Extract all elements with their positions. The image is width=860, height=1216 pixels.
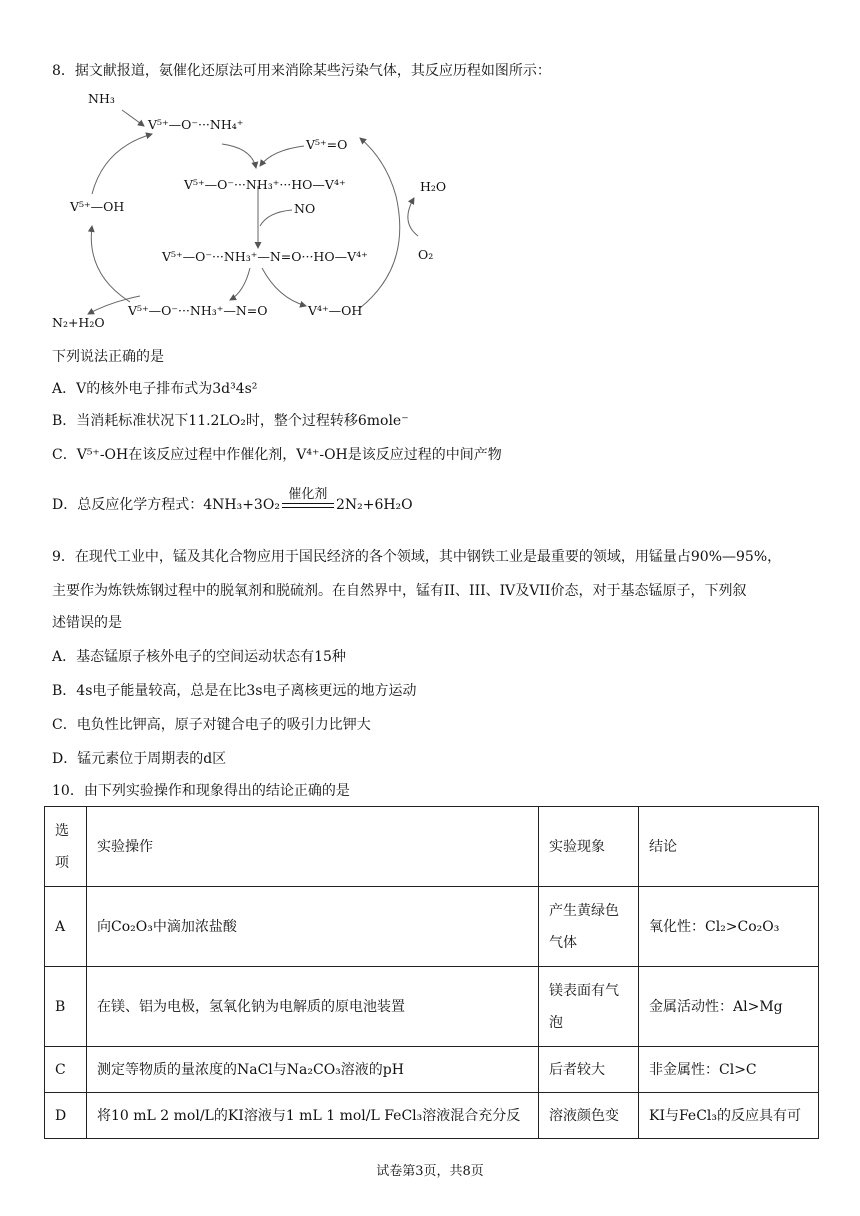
row-conclusion: 氧化性：Cl₂>Co₂O₃ — [639, 887, 819, 967]
header-phenomenon: 实验现象 — [539, 807, 639, 887]
table-row — [45, 1047, 819, 1093]
species-v5-oxo: V⁵⁺=O — [306, 137, 348, 152]
row-conclusion: KI与FeCl₃的反应具有可 — [639, 1093, 819, 1139]
species-v4-oh: V⁴⁺—OH — [308, 303, 363, 318]
q9-option-d: D．锰元素位于周期表的d区 — [52, 751, 227, 767]
catalyst-arrow — [282, 487, 334, 508]
q8-option-a: A．V的核外电子排布式为3d³4s² — [52, 381, 258, 397]
h2o-out-arrow — [408, 198, 418, 236]
row-option: C — [45, 1047, 87, 1093]
page-footer: 试卷第3页，共8页 — [376, 1164, 484, 1179]
n2-h2o-product-label: N₂+H₂O — [52, 315, 105, 330]
table-row — [45, 1093, 819, 1139]
reaction-mechanism-diagram — [40, 86, 460, 334]
q9-line-1: 9．在现代工业中，锰及其化合物应用于国民经济的各个领域，其中钢铁工业是最重要的领域，用锰量占90%—95%， — [52, 549, 782, 565]
species-v5-nh3-no: V⁵⁺—O⁻···NH₃⁺—N=O — [128, 303, 268, 318]
o2-reactant-label: O₂ — [418, 247, 434, 262]
row-phenomenon: 镁表面有气 泡 — [539, 967, 639, 1047]
v4oh-to-v5o-arrow — [360, 138, 400, 308]
sp4-to-v4oh-arrow — [262, 268, 306, 306]
q10-stem: 10．由下列实验操作和现象得出的结论正确的是 — [52, 783, 350, 799]
header-option: 选 项 — [45, 807, 87, 887]
q9-line-2: 主要作为炼铁炼钢过程中的脱氧剂和脱硫剂。在自然界中，锰有II、III、IV及VII价态，对于基态锰原子，下列叙 — [52, 583, 747, 599]
table-row — [45, 887, 819, 967]
nh3-in-arrow — [122, 110, 144, 126]
no-in-arrow — [260, 210, 292, 226]
species-v5-nh3-ho-v4: V⁵⁺—O⁻···NH₃⁺···HO—V⁴⁺ — [184, 177, 346, 192]
q9-line-3: 述错误的是 — [52, 615, 122, 631]
v5oh-to-sp1-arrow — [92, 134, 152, 194]
row-option: D — [45, 1093, 87, 1139]
species-v5-nh3-no-ho-v4: V⁵⁺—O⁻···NH₃⁺—N=O···HO—V⁴⁺ — [162, 249, 368, 264]
row-operation: 向Co₂O₃中滴加浓盐酸 — [87, 887, 539, 967]
q9-option-a: A．基态锰原子核外电子的空间运动状态有15种 — [52, 649, 346, 665]
h2o-product-label: H₂O — [420, 179, 447, 194]
row-phenomenon: 后者较大 — [539, 1047, 639, 1093]
v5o-to-sp3-arrow — [260, 146, 304, 166]
row-operation: 在镁、铝为电极，氢氧化钠为电解质的原电池装置 — [87, 967, 539, 1047]
equation-products: 2N₂+6H₂O — [335, 497, 413, 513]
row-conclusion: 金属活动性：Al>Mg — [639, 967, 819, 1047]
nh3-label: NH₃ — [88, 91, 115, 106]
header-conclusion: 结论 — [639, 807, 819, 887]
experiment-table — [44, 806, 819, 1139]
no-reactant-label: NO — [294, 201, 316, 216]
header-operation: 实验操作 — [87, 807, 539, 887]
sp4-to-sp5-arrow — [230, 268, 250, 300]
row-operation: 测定等物质的量浓度的NaCl与Na₂CO₃溶液的pH — [87, 1047, 539, 1093]
q8-prompt: 下列说法正确的是 — [52, 349, 164, 365]
q9-option-b: B．4s电子能量较高，总是在比3s电子离核更远的地方运动 — [52, 683, 417, 699]
table-header-row — [45, 807, 819, 887]
equation-reactants: D．总反应化学方程式：4NH₃+3O₂ — [52, 497, 280, 513]
species-v5-o-nh4: V⁵⁺—O⁻···NH₄⁺ — [148, 117, 244, 132]
q9-option-c: C．电负性比钾高，原子对键合电子的吸引力比钾大 — [52, 717, 371, 733]
row-phenomenon: 溶液颜色变 — [539, 1093, 639, 1139]
q8-option-c: C．V⁵⁺-OH在该反应过程中作催化剂，V⁴⁺-OH是该反应过程的中间产物 — [52, 447, 502, 463]
species-v5-oh: V⁵⁺—OH — [70, 199, 125, 214]
row-conclusion: 非金属性：Cl>C — [639, 1047, 819, 1093]
table-row — [45, 967, 819, 1047]
q8-option-b: B．当消耗标准状况下11.2LO₂时，整个过程转移6mole⁻ — [52, 413, 409, 429]
row-operation: 将10 mL 2 mol/L的KI溶液与1 mL 1 mol/L FeCl₃溶液混合充分反 — [87, 1093, 539, 1139]
sp1-to-sp3-arrow — [222, 144, 256, 168]
q8-option-d — [52, 487, 413, 514]
row-phenomenon: 产生黄绿色 气体 — [539, 887, 639, 967]
row-option: B — [45, 967, 87, 1047]
q8-stem: 8．据文献报道，氨催化还原法可用来消除某些污染气体，其反应历程如图所示： — [52, 63, 551, 79]
catalyst-label: 催化剂 — [288, 487, 328, 502]
row-option: A — [45, 887, 87, 967]
sp5-to-v5oh-arrow — [91, 226, 130, 302]
